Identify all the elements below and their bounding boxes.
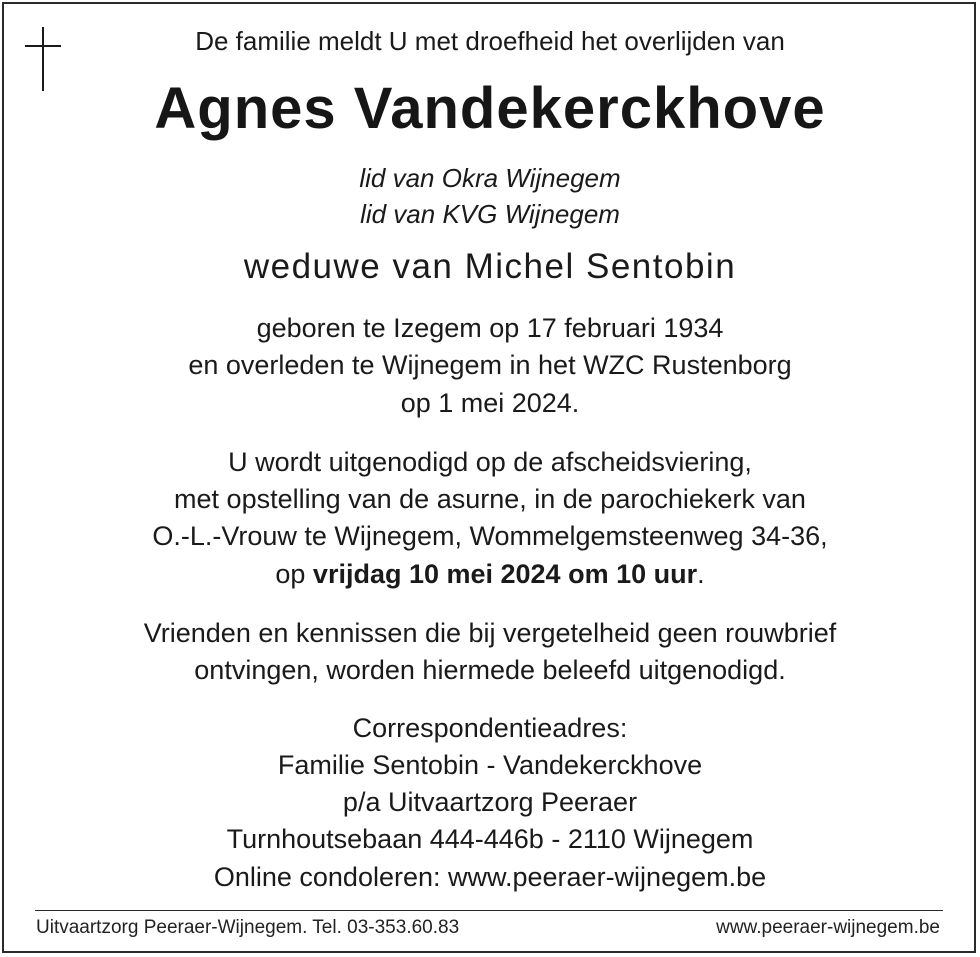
widow-of: weduwe van Michel Sentobin: [243, 247, 737, 286]
correspondence-care-of: p/a Uitvaartzorg Peeraer: [342, 787, 638, 817]
invitation-line-2: met opstelling van de asurne, in de parochiekerk van: [174, 484, 806, 514]
friends-line-2: ontvingen, worden hiermede beleefd uitgenodigd.: [194, 655, 786, 685]
correspondence-address: Turnhoutsebaan 444-446b - 2110 Wijnegem: [226, 824, 754, 854]
deceased-name: Agnes Vandekerckhove: [154, 76, 826, 141]
online-condolences: Online condoleren: www.peeraer-wijnegem.be: [213, 862, 767, 892]
correspondence-heading: Correspondentieadres:: [352, 713, 628, 743]
invitation-line-3: O.-L.-Vrouw te Wijnegem, Wommelgemsteenweg 34-36,: [152, 521, 828, 551]
footer-funeral-home: Uitvaartzorg Peeraer-Wijnegem. Tel. 03-353.60.83: [36, 917, 460, 938]
invitation-line-1: U wordt uitgenodigd op de afscheidsviering,: [228, 447, 752, 477]
ceremony-suffix: .: [697, 559, 705, 589]
ceremony-date: vrijdag 10 mei 2024 om 10 uur: [312, 559, 698, 589]
ceremony-line: [0, 561, 980, 588]
friends-line-1: Vrienden en kennissen die bij vergetelheid geen rouwbrief: [143, 618, 837, 648]
correspondence-family: Familie Sentobin - Vandekerckhove: [277, 750, 703, 780]
intro-text: De familie meldt U met droefheid het overlijden van: [195, 26, 785, 56]
footer-website: www.peeraer-wijnegem.be: [716, 917, 940, 938]
birth-line: geboren te Izegem op 17 februari 1934: [256, 313, 724, 343]
ceremony-prefix: op: [275, 559, 313, 589]
footer-divider: [35, 910, 943, 911]
death-line: en overleden te Wijnegem in het WZC Rustenborg: [188, 350, 792, 380]
membership-kvg: lid van KVG Wijnegem: [360, 199, 620, 229]
death-date-line: op 1 mei 2024.: [400, 388, 580, 418]
membership-okra: lid van Okra Wijnegem: [359, 163, 621, 193]
